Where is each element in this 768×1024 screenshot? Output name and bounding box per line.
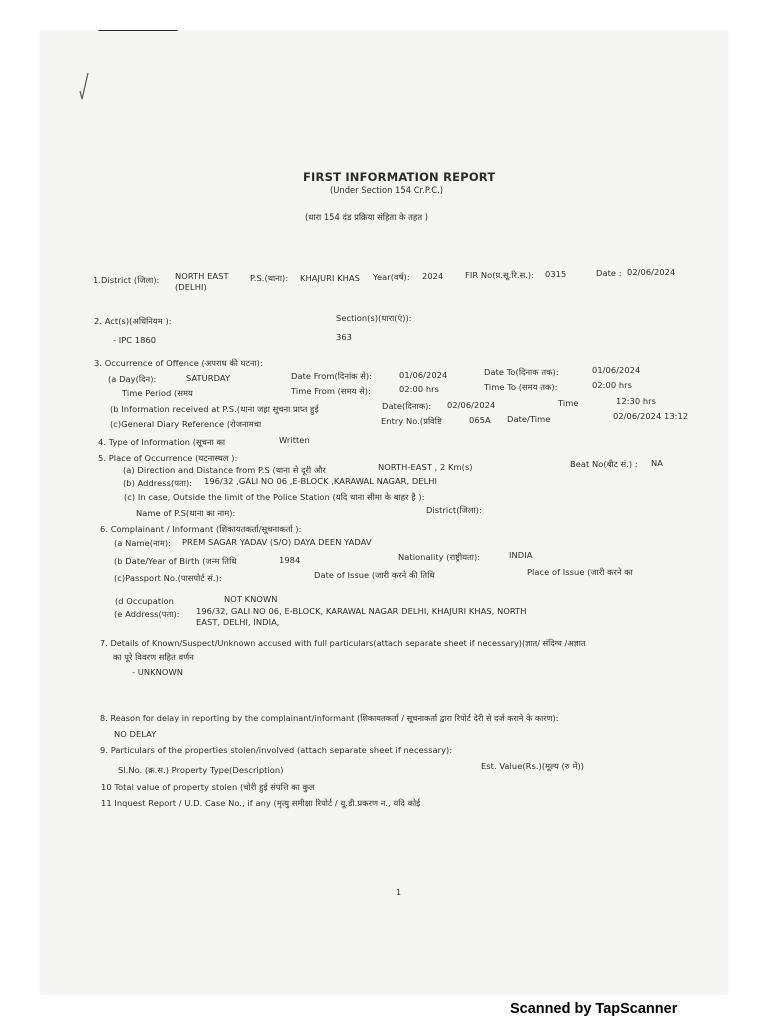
dob-label: (b Date/Year of Birth (जन्म तिथि (114, 556, 237, 566)
pen-tick-mark (74, 69, 94, 101)
place-occurrence-label: 5. Place of Occurrence (घटनास्थल ): (98, 453, 238, 463)
beat-no-label: Beat No(बीट सं.) : (570, 459, 638, 469)
scanner-watermark: Scanned by TapScanner (510, 1001, 678, 1017)
complainant-name-value: PREM SAGAR YADAV (S/O) DAYA DEEN YADAV (182, 537, 372, 547)
passport-label: (c)Passport No.(पासपोर्ट सं.): (114, 573, 222, 583)
occupation-label: (d Occupation (115, 596, 174, 606)
time-period-label: Time Period (समय (122, 388, 193, 398)
gd-datetime-label: Date/Time (507, 414, 551, 424)
dob-value: 1984 (279, 555, 301, 565)
occurrence-label: 3. Occurrence of Offence (अपराध की घटना): (94, 358, 263, 368)
day-value: SATURDAY (186, 373, 231, 383)
time-to-value: 02:00 hrs (592, 380, 632, 390)
accused-value: - UNKNOWN (132, 667, 183, 677)
info-received-label: (b Information received at P.S.(थाना जहा सूचना प्राप्त हुई (110, 404, 319, 414)
date-label: Date : (596, 268, 622, 278)
fir-label: FIR No(प्र.सू.रि.स.): (465, 270, 535, 280)
info-date-label: Date(दिनाक): (382, 401, 432, 411)
district-value: NORTH EAST (175, 271, 229, 281)
complainant-label: 6. Complainant / Informant (शिकायतकर्ता/सूचनाकर्ता ): (100, 524, 302, 534)
gd-datetime-value: 02/06/2024 13:12 (613, 411, 689, 421)
delay-reason-value: NO DELAY (114, 729, 157, 739)
entry-no-value: 065A (469, 415, 491, 425)
sections-label: Section(s)(धारा(एं)): (336, 313, 412, 323)
ps-value: KHAJURI KHAS (300, 273, 360, 283)
complainant-address-value: 196/32, GALI NO 06, E-BLOCK, KARAWAL NAGAR DELHI, KHAJURI KHAS, NORTH (196, 606, 527, 616)
occurrence-address-label: (b) Address(पता): (123, 478, 193, 488)
direction-distance-label: (a) Direction and Distance from P.S (थाना से दूरी और (123, 465, 326, 475)
report-subtitle-hindi: (धारा 154 दंड प्रक्रिया संहिता के तहत ) (305, 212, 429, 222)
total-value-label: 10 Total value of property stolen (चोरी हुई संपत्ति का कुल (101, 782, 315, 792)
date-to-label: Date To(दिनाक तक): (484, 367, 559, 377)
info-time-label: Time (558, 398, 579, 408)
report-subtitle: (Under Section 154 Cr.P.C.) (330, 185, 444, 195)
nationality-value: INDIA (509, 550, 533, 560)
complainant-address-value-2: EAST, DELHI, INDIA, (196, 617, 280, 627)
other-ps-name-label: Name of P.S(थाना का नाम): (136, 508, 236, 518)
date-from-value: 01/06/2024 (399, 370, 448, 380)
year-value: 2024 (422, 271, 444, 281)
info-type-value: Written (279, 435, 310, 445)
page-number: 1 (396, 888, 402, 897)
district-label: 1.District (जिला): (93, 275, 160, 285)
beat-no-value: NA (651, 458, 663, 468)
ps-label: P.S.(थाना): (250, 273, 289, 283)
occupation-value: NOT KNOWN (224, 594, 278, 604)
gd-reference-label: (c)General Diary Reference (रोजनामचा (110, 419, 262, 429)
nationality-label: Nationality (राष्ट्रीयता): (398, 552, 481, 562)
outside-ps-label: (c) In case, Outside the limit of the Police Station (यदि थाना सीमा के बाहर है ): (124, 492, 425, 502)
properties-label: 9. Particulars of the properties stolen/involved (attach separate sheet if necessary): (100, 745, 453, 755)
info-date-value: 02/06/2024 (447, 400, 496, 410)
date-of-issue-label: Date of Issue (जारी करने की तिथि (314, 570, 435, 580)
date-from-label: Date From(दिनांक से): (291, 371, 373, 381)
accused-details-label-2: का पूरे विवरण सहित वर्णन (113, 652, 194, 662)
act-value: - IPC 1860 (113, 335, 157, 345)
date-to-value: 01/06/2024 (592, 365, 641, 375)
entry-no-label: Entry No.(प्रविष्टि (381, 416, 442, 426)
complainant-address-label: (e Address(पता): (114, 609, 180, 619)
fir-value: 0315 (545, 269, 567, 279)
time-to-label: Time To (समय तक): (484, 382, 558, 392)
est-value-column: Est. Value(Rs.)(मूल्य (रु में)) (481, 761, 585, 771)
district-value-state: (DELHI) (175, 282, 207, 292)
acts-label: 2. Act(s)(अधिनियम ): (94, 316, 172, 326)
date-value: 02/06/2024 (627, 267, 676, 277)
day-label: (a Day(दिन): (108, 374, 157, 384)
inquest-report-label: 11 Inquest Report / U.D. Case No., if any (मृत्यु समीक्षा रिपोर्ट / यू.डी.प्रकरण न., यदि कोई (101, 798, 421, 808)
other-district-label: District(जिला): (426, 505, 482, 515)
complainant-name-label: (a Name(नाम): (114, 538, 172, 548)
accused-details-label: 7. Details of Known/Suspect/Unknown accused with full particulars(attach separate sheet if necessary)(ज्ञात/ संदिग्ध /अज्ञात (100, 638, 586, 648)
delay-reason-label: 8. Reason for delay in reporting by the complainant/informant (शिकायतकर्ता / सूचनाकर्ता द्वारा रिपोर्ट देरी से दर्ज कराने के कारण): (100, 713, 559, 723)
year-label: Year(वर्ष): (373, 272, 410, 282)
report-title: FIRST INFORMATION REPORT (303, 170, 496, 184)
property-type-column: Sl.No. (क्र.स.) Property Type(Description) (118, 765, 284, 775)
direction-distance-value: NORTH-EAST , 2 Km(s) (378, 462, 473, 472)
info-time-value: 12:30 hrs (616, 396, 656, 406)
time-from-label: Time From (समय से): (291, 386, 371, 396)
time-from-value: 02:00 hrs (399, 384, 439, 394)
place-of-issue-label: Place of Issue (जारी करने का (527, 567, 633, 577)
occurrence-address-value: 196/32 ,GALI NO 06 ,E-BLOCK ,KARAWAL NAGAR, DELHI (204, 476, 438, 486)
section-value: 363 (336, 332, 352, 342)
info-type-label: 4. Type of Information (सूचना का (98, 437, 226, 447)
